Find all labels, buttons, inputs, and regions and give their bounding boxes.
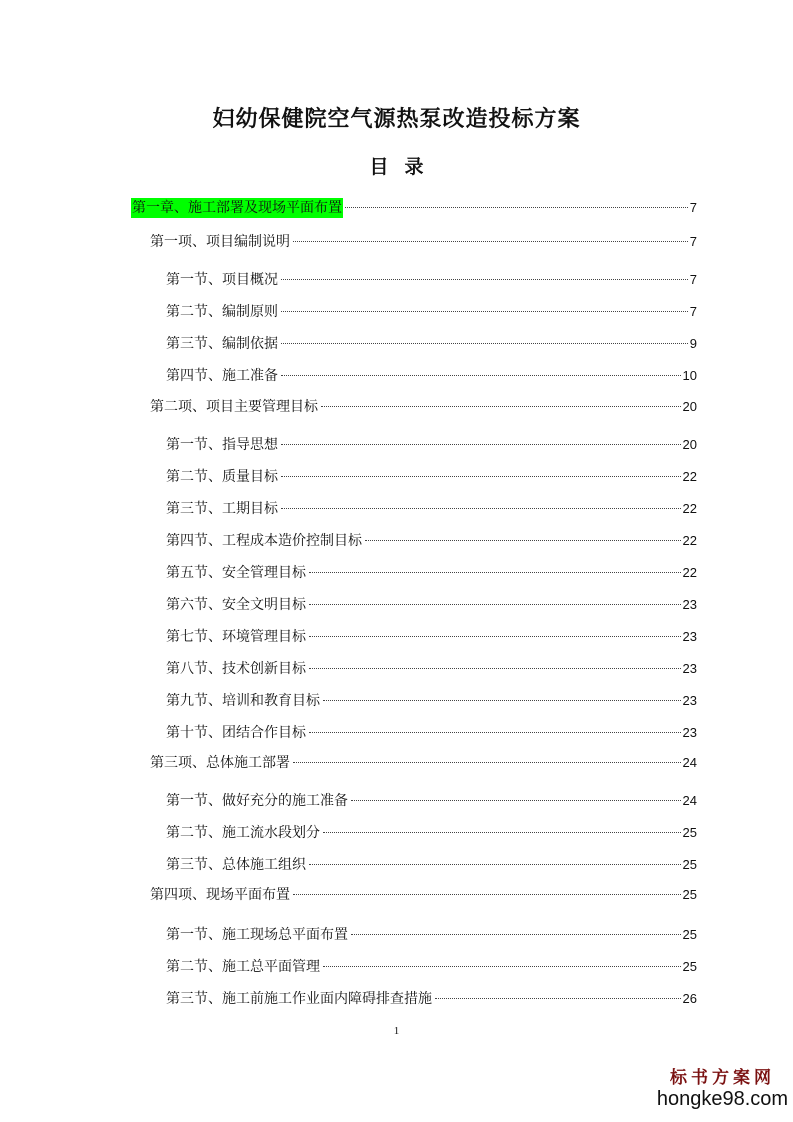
toc-dot-leader	[293, 762, 681, 763]
toc-dot-leader	[281, 279, 688, 280]
toc-entry[interactable]	[149, 232, 697, 252]
toc-entry-page: 10	[682, 368, 697, 383]
toc-entry-label: 第二节、编制原则	[166, 304, 278, 320]
toc-entry-label: 第六节、安全文明目标	[166, 597, 306, 613]
toc-entry-page: 23	[682, 661, 697, 676]
toc-entry-page: 23	[682, 597, 697, 612]
toc-entry-label: 第一章、施工部署及现场平面布置	[132, 200, 342, 216]
toc-entry[interactable]	[165, 659, 697, 679]
toc-entry-label: 第三项、总体施工部署	[150, 755, 290, 771]
toc-dot-leader	[281, 343, 688, 344]
watermark-brand-text: 标书方案网	[670, 1068, 775, 1088]
watermark-url: hongke98.com	[656, 1088, 789, 1110]
toc-entry[interactable]	[165, 823, 697, 843]
toc-dot-leader	[323, 966, 681, 967]
toc-entry[interactable]	[165, 627, 697, 647]
toc-entry-page: 7	[689, 304, 697, 319]
toc-dot-leader	[293, 894, 681, 895]
toc-entry-label: 第一节、指导思想	[166, 437, 278, 453]
toc-entry-page: 25	[682, 959, 697, 974]
toc-heading-char: 录	[404, 156, 424, 178]
toc-entry[interactable]	[131, 198, 697, 218]
toc-entry-label: 第二节、质量目标	[166, 469, 278, 485]
toc-entry[interactable]	[149, 397, 697, 417]
toc-entry-page: 22	[682, 501, 697, 516]
toc-entry-label: 第三节、总体施工组织	[166, 857, 306, 873]
toc-entry[interactable]	[165, 691, 697, 711]
toc-entry[interactable]	[165, 723, 697, 743]
toc-dot-leader	[435, 998, 681, 999]
toc-entry[interactable]	[149, 885, 697, 905]
toc-entry[interactable]	[165, 957, 697, 977]
toc-entry-label: 第一项、项目编制说明	[150, 234, 290, 250]
toc-entry-page: 25	[682, 927, 697, 942]
toc-dot-leader	[281, 311, 688, 312]
toc-entry-page: 23	[682, 629, 697, 644]
toc-dot-leader	[309, 732, 681, 733]
toc-entry-label: 第三节、施工前施工作业面内障碍排查措施	[166, 991, 432, 1007]
toc-dot-leader	[351, 934, 681, 935]
toc-dot-leader	[309, 636, 681, 637]
toc-entry[interactable]	[165, 302, 697, 322]
toc-entry-page: 20	[682, 437, 697, 452]
toc-dot-leader	[309, 604, 681, 605]
toc-entry[interactable]	[165, 435, 697, 455]
toc-entry[interactable]	[165, 791, 697, 811]
document-title: 妇幼保健院空气源热泵改造投标方案	[212, 106, 581, 132]
toc-entry[interactable]	[165, 989, 697, 1009]
toc-entry[interactable]	[165, 563, 697, 583]
toc-entry-label: 第十节、团结合作目标	[166, 725, 306, 741]
toc-entry[interactable]	[165, 531, 697, 551]
toc-entry-label: 第八节、技术创新目标	[166, 661, 306, 677]
toc-entry[interactable]	[165, 270, 697, 290]
toc-entry-page: 25	[682, 857, 697, 872]
toc-dot-leader	[281, 508, 681, 509]
toc-dot-leader	[309, 668, 681, 669]
toc-entry-label: 第四项、现场平面布置	[150, 887, 290, 903]
toc-entry-label: 第九节、培训和教育目标	[166, 693, 320, 709]
toc-dot-leader	[365, 540, 681, 541]
toc-entry-label: 第二节、施工流水段划分	[166, 825, 320, 841]
toc-entry[interactable]	[165, 467, 697, 487]
toc-entry-label: 第五节、安全管理目标	[166, 565, 306, 581]
toc-entry-page: 24	[682, 755, 697, 770]
toc-entry-label: 第四节、施工准备	[166, 368, 278, 384]
toc-entry-page: 25	[682, 825, 697, 840]
toc-entry-label: 第四节、工程成本造价控制目标	[166, 533, 362, 549]
toc-entry-page: 7	[689, 272, 697, 287]
toc-entry-label: 第一节、做好充分的施工准备	[166, 793, 348, 809]
toc-dot-leader	[309, 864, 681, 865]
toc-entry-page: 7	[689, 200, 697, 215]
toc-dot-leader	[351, 800, 681, 801]
toc-entry-label: 第七节、环境管理目标	[166, 629, 306, 645]
toc-dot-leader	[323, 700, 681, 701]
toc-entry-page: 22	[682, 533, 697, 548]
toc-dot-leader	[281, 375, 681, 376]
toc-heading-char: 目	[369, 156, 389, 178]
toc-entry[interactable]	[165, 366, 697, 386]
toc-entry-label: 第二节、施工总平面管理	[166, 959, 320, 975]
watermark-logo	[652, 1068, 793, 1110]
toc-entry-page: 23	[682, 693, 697, 708]
toc-entry-page: 23	[682, 725, 697, 740]
toc-heading	[0, 152, 793, 179]
toc-entry-page: 20	[682, 399, 697, 414]
toc-entry-page: 26	[682, 991, 697, 1006]
toc-entry-page: 7	[689, 234, 697, 249]
toc-entry[interactable]	[165, 595, 697, 615]
toc-entry-page: 22	[682, 469, 697, 484]
toc-entry-label: 第一节、项目概况	[166, 272, 278, 288]
page-number: 1	[393, 1025, 400, 1037]
toc-dot-leader	[345, 207, 688, 208]
toc-dot-leader	[293, 241, 688, 242]
toc-dot-leader	[281, 444, 681, 445]
toc-dot-leader	[323, 832, 681, 833]
toc-entry[interactable]	[165, 855, 697, 875]
toc-entry-label: 第二项、项目主要管理目标	[150, 399, 318, 415]
toc-dot-leader	[309, 572, 681, 573]
toc-entry[interactable]	[165, 925, 697, 945]
toc-entry-label: 第一节、施工现场总平面布置	[166, 927, 348, 943]
toc-dot-leader	[281, 476, 681, 477]
toc-dot-leader	[321, 406, 681, 407]
toc-entry[interactable]	[149, 753, 697, 773]
toc-entry-page: 9	[689, 336, 697, 351]
toc-entry-page: 22	[682, 565, 697, 580]
toc-entry[interactable]	[165, 334, 697, 354]
toc-entry-page: 24	[682, 793, 697, 808]
toc-entry-label: 第三节、编制依据	[166, 336, 278, 352]
toc-entry[interactable]	[165, 499, 697, 519]
toc-entry-label: 第三节、工期目标	[166, 501, 278, 517]
toc-entry-page: 25	[682, 887, 697, 902]
